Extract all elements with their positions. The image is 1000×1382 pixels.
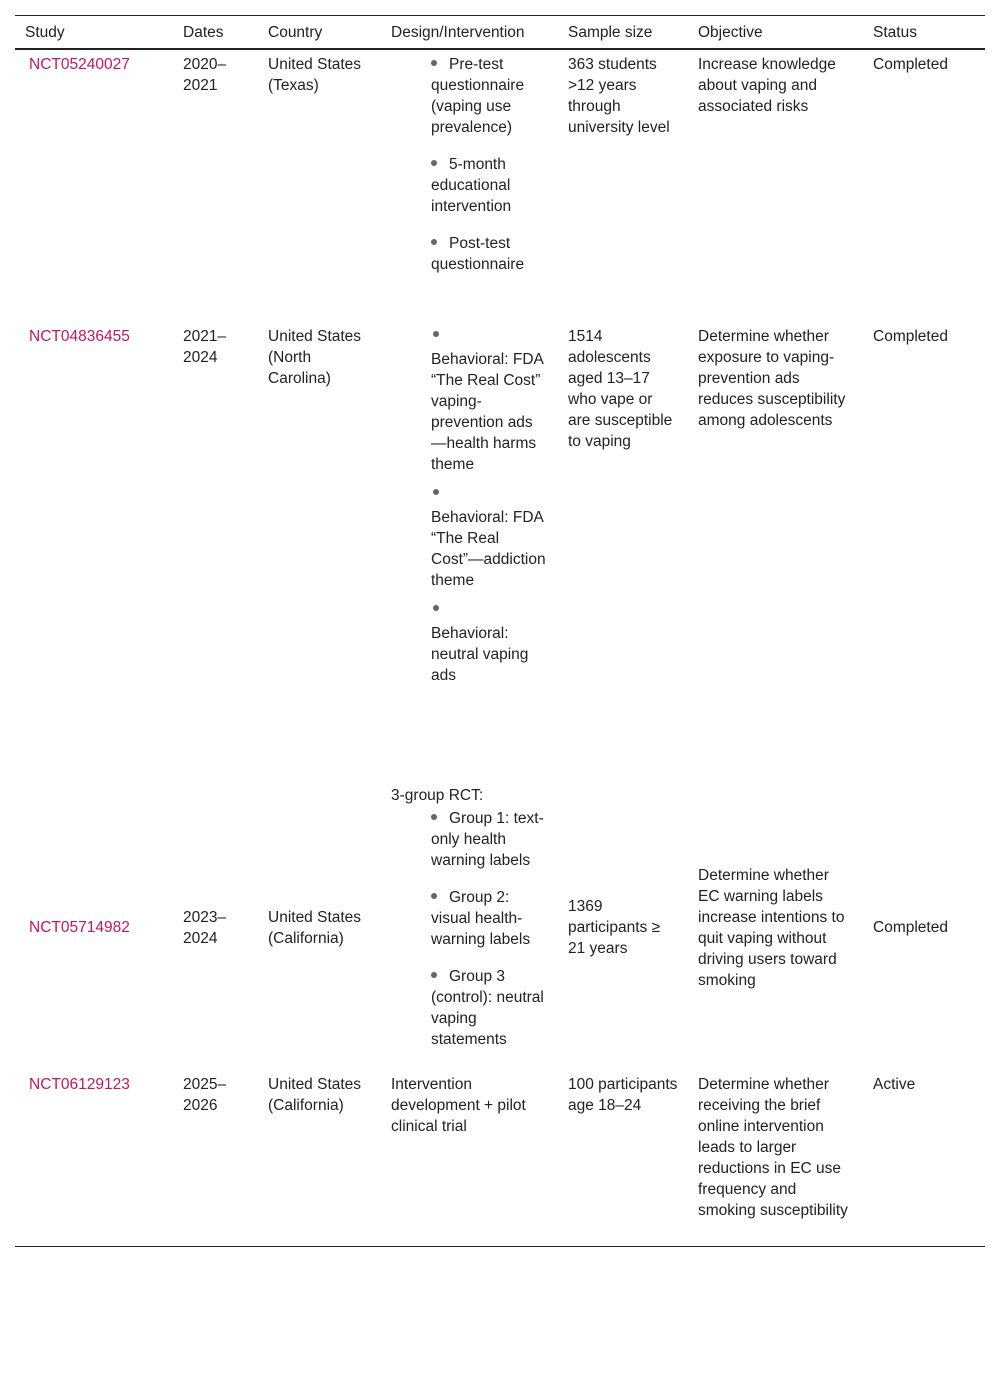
- header-dates: Dates: [183, 24, 224, 41]
- design-list: [391, 333, 548, 686]
- cell-design: [381, 49, 558, 322]
- cell-country: United States (North Carolina): [268, 328, 362, 387]
- cell-country: United States (California): [268, 908, 362, 947]
- cell-design: [381, 781, 558, 1070]
- bullet-icon: [431, 893, 437, 899]
- header-objective: Objective: [698, 24, 763, 41]
- table-row: [15, 781, 985, 1070]
- design-item: 5-month educational intervention: [431, 156, 512, 215]
- cell-objective: Increase knowledge about vaping and associated risks: [698, 56, 836, 115]
- study-link[interactable]: NCT05240027: [29, 56, 130, 73]
- design-item: Group 2: visual health-warning labels: [431, 889, 531, 948]
- cell-sample: 1514 adolescents aged 13–17 who vape or are susceptible to vaping: [568, 328, 673, 450]
- header-study: Study: [25, 24, 65, 41]
- design-item: Post-test questionnaire: [431, 235, 525, 273]
- study-link[interactable]: NCT04836455: [29, 328, 130, 345]
- design-intro: 3-group RCT:: [391, 787, 484, 804]
- cell-sample: 100 participants age 18–24: [568, 1076, 678, 1114]
- design-item: Group 1: text-only health warning labels: [431, 810, 544, 869]
- cell-status: Completed: [873, 919, 948, 936]
- cell-study: [15, 322, 173, 781]
- cell-objective: Determine whether exposure to vaping-prevention ads reduces susceptibility among adolescents: [698, 328, 846, 429]
- bullet-icon: [431, 814, 437, 820]
- design-item: Behavioral: FDA “The Real Cost”—addiction theme: [431, 491, 548, 591]
- cell-study: [15, 1070, 173, 1247]
- table-row: [15, 322, 985, 781]
- header-design: Design/Intervention: [391, 24, 525, 41]
- studies-table: [15, 15, 985, 1247]
- cell-status: Completed: [873, 56, 948, 73]
- cell-objective: Determine whether EC warning labels increase intentions to quit vaping without driving users toward smoking: [698, 866, 845, 989]
- header-sample: Sample size: [568, 24, 653, 41]
- cell-dates: 2021–2024: [183, 328, 227, 366]
- cell-study: [15, 781, 173, 1070]
- cell-sample: 1369 participants ≥ 21 years: [568, 898, 661, 957]
- bullet-icon: [431, 972, 437, 978]
- cell-status: Completed: [873, 328, 948, 345]
- cell-design: Intervention development + pilot clinical trial: [391, 1076, 526, 1135]
- cell-dates: 2020–2021: [183, 56, 227, 94]
- bullet-icon: [431, 60, 437, 66]
- design-list: [391, 808, 548, 1050]
- cell-dates: 2025–2026: [183, 1076, 227, 1114]
- cell-design: [381, 322, 558, 781]
- table-header: [15, 16, 985, 50]
- cell-status: Active: [873, 1076, 916, 1093]
- cell-country: United States (Texas): [268, 56, 362, 94]
- cell-sample: 363 students >12 years through university level: [568, 56, 670, 136]
- design-item: Pre-test questionnaire (vaping use prevalence): [431, 56, 525, 136]
- study-link[interactable]: NCT06129123: [29, 1076, 130, 1093]
- design-list: [391, 54, 548, 275]
- cell-objective: Determine whether receiving the brief online intervention leads to larger reductions in EC use frequency and smoking susceptibility: [698, 1076, 848, 1219]
- header-status: Status: [873, 24, 917, 41]
- bullet-icon: [433, 489, 439, 495]
- cell-dates: 2023–2024: [183, 908, 227, 947]
- cell-country: United States (California): [268, 1076, 362, 1114]
- design-item: Behavioral: neutral vaping ads: [431, 607, 548, 686]
- table-row: [15, 49, 985, 322]
- bullet-icon: [431, 160, 437, 166]
- study-link[interactable]: NCT05714982: [29, 919, 130, 936]
- bullet-icon: [431, 239, 437, 245]
- header-country: Country: [268, 24, 323, 41]
- bullet-icon: [433, 605, 439, 611]
- design-item: Behavioral: FDA “The Real Cost” vaping-prevention ads—health harms theme: [431, 333, 548, 475]
- bullet-icon: [433, 331, 439, 337]
- table-row: [15, 1070, 985, 1247]
- design-item: Group 3 (control): neutral vaping statements: [431, 968, 544, 1048]
- cell-study: [15, 49, 173, 322]
